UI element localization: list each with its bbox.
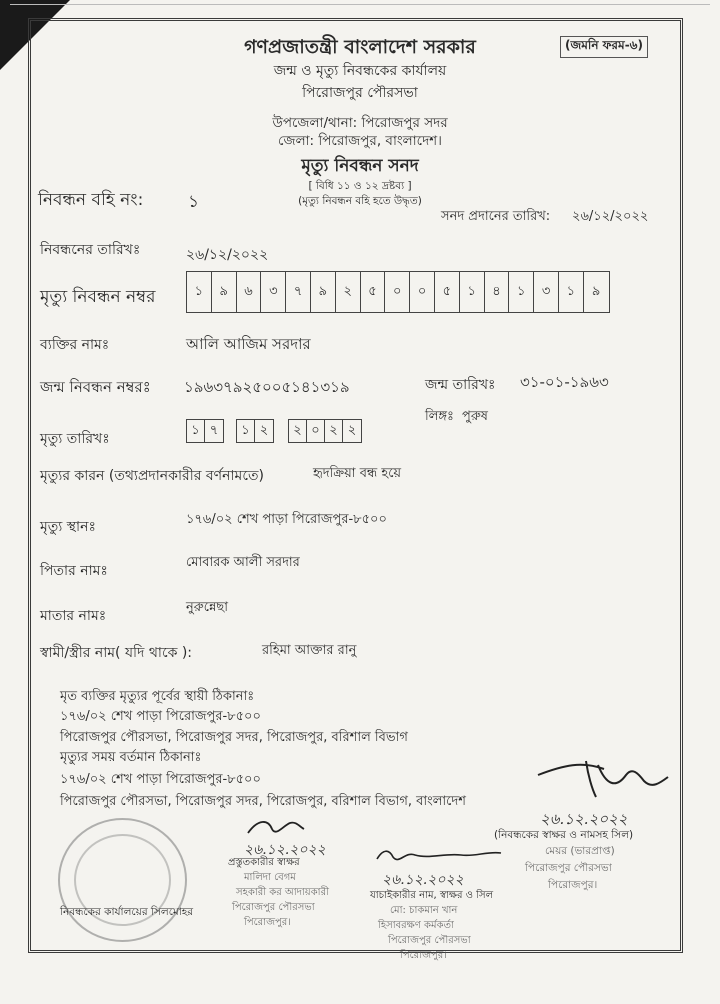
government-title: গণপ্রজাতন্ত্রী বাংলাদেশ সরকার [244,36,476,58]
person-name-label: ব্যক্তির নামঃ [40,337,110,353]
gender-label: লিঙ্গঃ [425,409,454,424]
death-year-digit: ০ [307,420,325,442]
death-reg-number-label: মৃত্যু নিবন্ধন নম্বর [40,287,156,307]
death-year-boxes [288,419,362,443]
death-month-digit: ১ [237,420,255,442]
present-address-line1: ১৭৬/০২ শেখ পাড়া পিরোজপুর-৮৫০০ [60,772,261,787]
spouse-name-label: স্বামী/স্ত্রীর নাম( যদি থাকে ): [40,645,193,661]
death-reg-digit: ১ [509,272,534,312]
mother-name-value: নুরুন্নেছা [186,600,229,615]
death-month-digit: ২ [259,422,269,438]
father-name-label: পিতার নামঃ [40,563,108,579]
death-date-label: মৃত্যু তারিখঃ [40,431,110,447]
book-number-value: ১ [188,192,200,212]
preparer-name: মালিদা বেগম [244,872,296,883]
death-reg-number-boxes [186,271,610,313]
death-reg-digit: ২ [336,272,361,312]
preparer-place: পিরোজপুর। [244,917,291,928]
death-place-label: মৃত্যু স্থানঃ [40,519,96,535]
death-day-digit: ১ [187,420,205,442]
birth-date-value: ৩১-০১-১৯৬৩ [520,373,609,391]
death-day-digit: ৭ [209,422,219,438]
verifier-place: পিরোজপুর। [400,950,447,961]
death-year-digit: ২ [289,420,307,442]
registrar-caption: (নিবন্ধকের স্বাক্ষর ও নামসহ সিল) [494,829,634,841]
certificate-subtitle: (মৃত্যু নিবন্ধন বহি হতে উদ্ধৃত) [298,195,422,207]
spouse-name-value: রহিমা আক্তার রানু [262,643,357,658]
verifier-caption: যাচাইকারীর নাম, স্বাক্ষর ও সিল [370,890,494,901]
birth-reg-number-value: ১৯৬৩৭৯২৫০০৫১৪১৩১৯ [184,378,350,396]
death-month-boxes [236,419,274,443]
death-place-value: ১৭৬/০২ শেখ পাড়া পিরোজপুর-৮৫০০ [186,512,387,527]
mother-name-label: মাতার নামঃ [40,608,107,624]
registrar-title: মেয়র (ভারপ্রাপ্ত) [545,845,615,857]
registrar-office: পিরোজপুর পৌরসভা [525,862,612,874]
death-reg-digit: ০ [410,272,435,312]
present-address-line2: পিরোজপুর পৌরসভা, পিরোজপুর সদর, পিরোজপুর, বরিশাল বিভাগ, বাংলাদেশ [60,794,466,809]
permanent-address-line2: পিরোজপুর পৌরসভা, পিরোজপুর সদর, পিরোজপুর, বরিশাল বিভাগ [60,730,408,745]
death-reg-digit: ৫ [435,272,460,312]
death-reg-digit: ৩ [261,272,286,312]
death-reg-digit: ৯ [212,272,237,312]
preparer-title: সহকারী কর আদায়কারী [236,887,329,898]
verifier-name: মো: চাকমান খান [390,905,458,916]
district: জেলা: পিরোজপুর, বাংলাদেশ। [278,133,442,149]
death-reg-digit: ১ [460,272,485,312]
registrar-place: পিরোজপুর। [548,879,598,891]
death-day-boxes [186,419,224,443]
death-reg-digit: ১ [187,272,212,312]
preparer-office: পিরোজপুর পৌরসভা [232,902,315,913]
death-cause-label: মৃত্যুর কারন (তথ্যপ্রদানকারীর বর্ণনামতে) [40,468,264,484]
permanent-address-line1: ১৭৬/০২ শেখ পাড়া পিরোজপুর-৮৫০০ [60,709,261,724]
present-address-label: মৃত্যুর সময় বর্তমান ঠিকানাঃ [60,750,202,765]
registration-date-value: ২৬/১২/২০২২ [186,247,269,263]
verifier-signature-date: ২৬.১২.২০২২ [382,872,464,888]
office-seal-caption: নিবন্ধকের কার্যালয়ের সিলমোহর [60,906,194,918]
father-name-value: মোবারক আলী সরদার [186,555,300,570]
death-year-digit: ২ [347,422,357,438]
verifier-title: হিসাবরক্ষণ কর্মকর্তা [378,920,454,931]
certificate-title: মৃত্যু নিবন্ধন সনদ [301,156,419,176]
death-reg-digit: ০ [385,272,410,312]
death-reg-digit: ৭ [286,272,311,312]
death-reg-digit: ৩ [534,272,559,312]
death-reg-digit: ৪ [485,272,510,312]
death-reg-digit: ১ [559,272,584,312]
birth-reg-number-label: জন্ম নিবন্ধন নম্বরঃ [40,378,151,396]
death-reg-digit: ৫ [361,272,386,312]
registrar-signature-date: ২৬.১২.২০২২ [540,810,628,828]
upazila: উপজেলা/থানা: পিরোজপুর সদর [272,115,448,131]
registration-date-label: নিবন্ধনের তারিখঃ [40,242,141,258]
paper-edge [10,4,710,5]
office-name: জন্ম ও মৃত্যু নিবন্ধকের কার্যালয় [273,63,447,79]
preparer-caption: প্রস্তুতকারীর স্বাক্ষর [228,857,300,868]
form-number: (জমনি ফরম-৬) [560,36,648,58]
death-reg-digit: ৬ [237,272,262,312]
death-cause-value: হৃদক্রিয়া বন্ধ হয়ে [313,466,402,481]
death-reg-digit: ৯ [311,272,336,312]
preparer-signature [246,815,306,840]
verifier-office: পিরোজপুর পৌরসভা [388,935,471,946]
rule-reference: [ বিধি ১১ ও ১২ দ্রষ্টব্য ] [308,180,412,192]
gender-value: পুরুষ [462,409,488,424]
municipality-name: পিরোজপুর পৌরসভা [302,85,418,101]
issue-date-value: ২৬/১২/২০২২ [572,209,649,224]
death-reg-digit: ৯ [591,283,601,299]
death-year-digit: ২ [325,420,343,442]
verifier-signature [375,845,505,867]
birth-date-label: জন্ম তারিখঃ [425,377,496,393]
permanent-address-label: মৃত ব্যক্তির মৃত্যুর পূর্বের স্থায়ী ঠিকানাঃ [60,689,255,704]
person-name-value: আলি আজিম সরদার [186,335,311,353]
preparer-signature-date: ২৬.১২.২০২২ [244,842,326,858]
book-number-label: নিবন্ধন বহি নং: [38,190,144,210]
issue-date-label: সনদ প্রদানের তারিখ: [441,209,551,224]
registrar-signature [534,755,674,800]
